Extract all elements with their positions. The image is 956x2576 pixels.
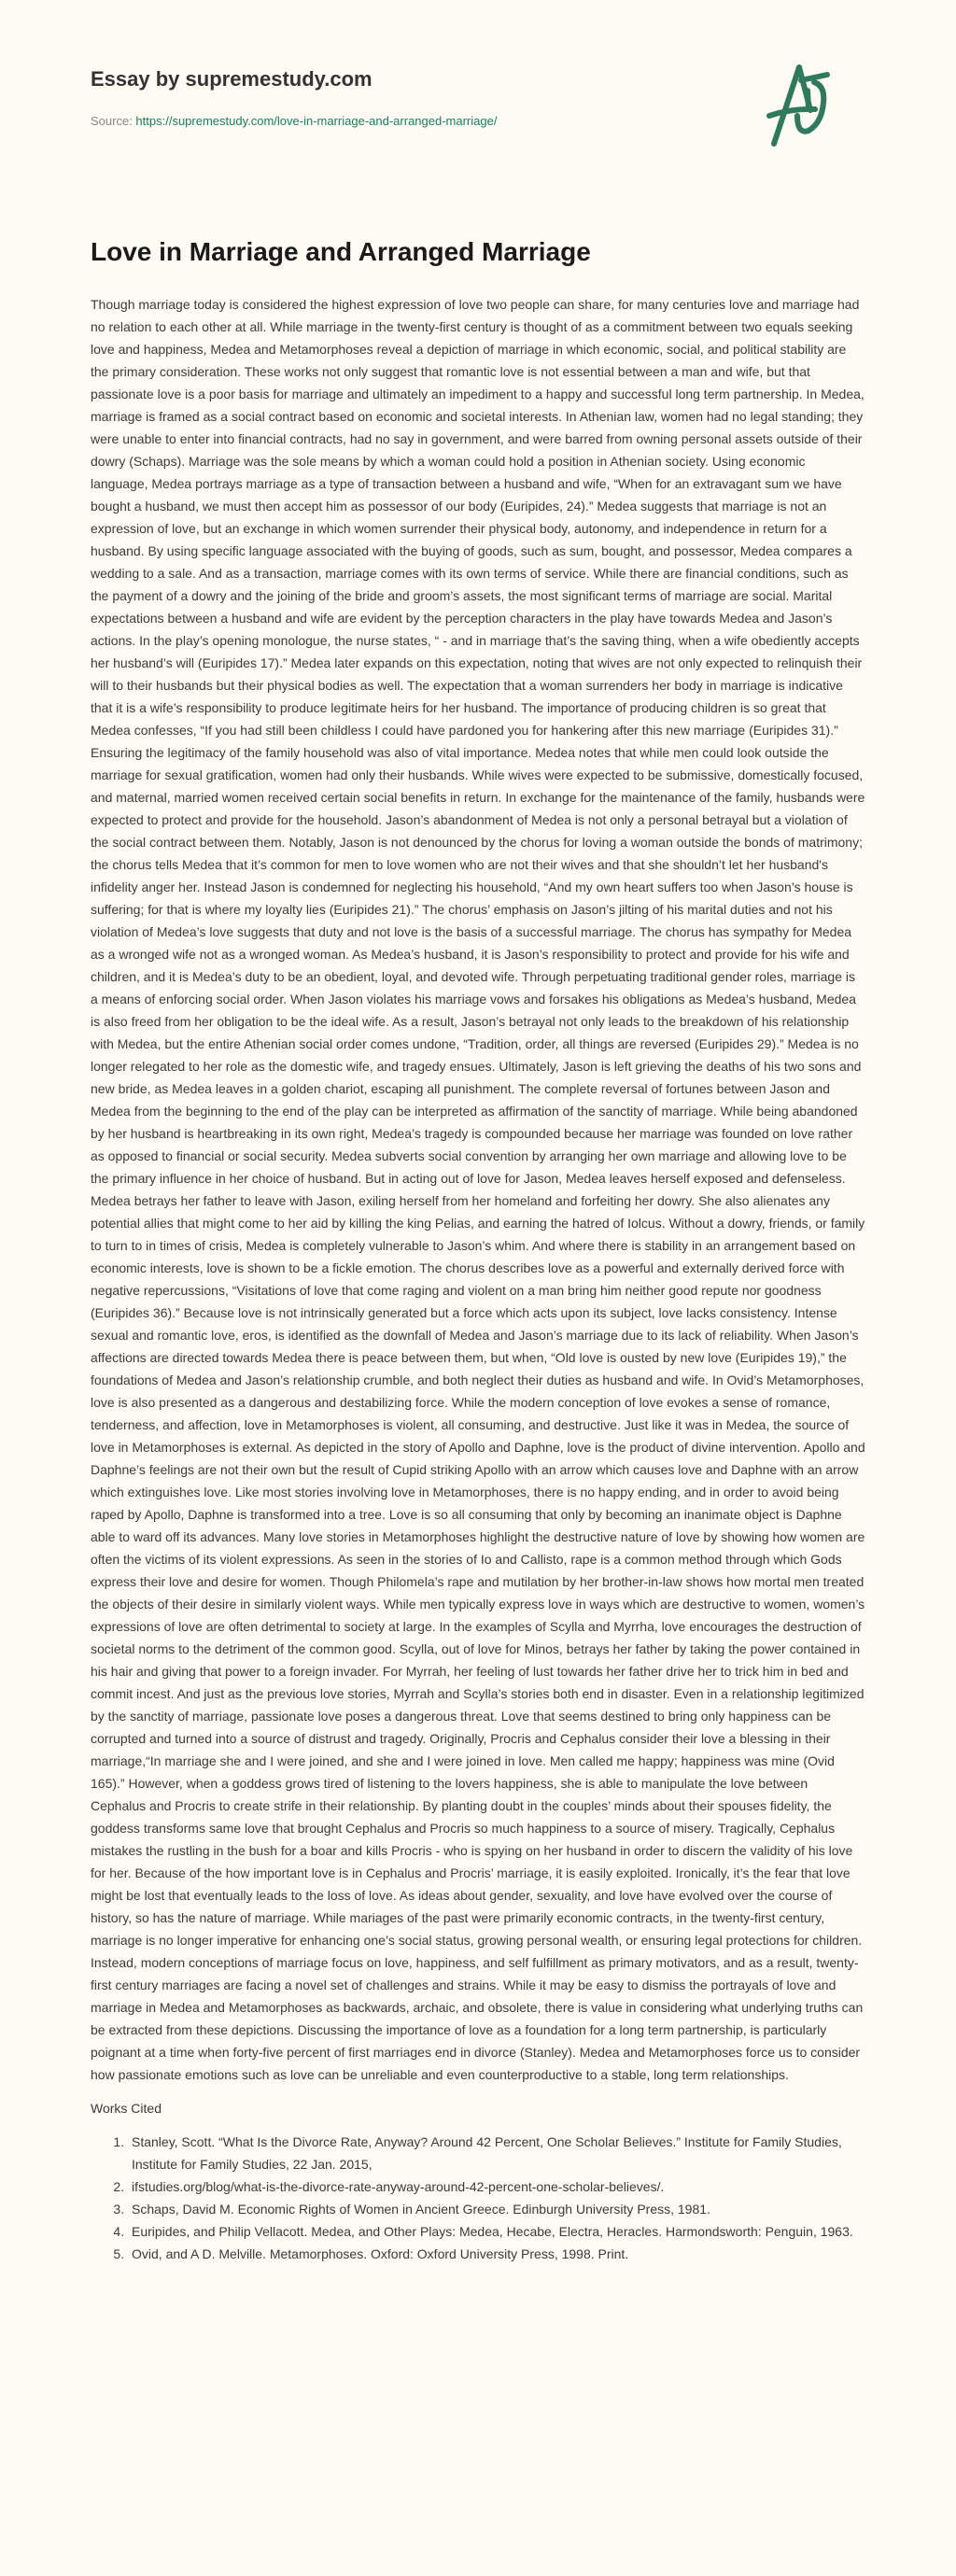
citation-item: 5. Ovid, and A D. Melville. Metamorphoses. Oxford: Oxford University Press, 1998. Print. [128, 2243, 865, 2265]
citation-item: 1. Stanley, Scott. “What Is the Divorce Rate, Anyway? Around 42 Percent, One Scholar Believes.” Institute for Family Studies, Institute for Family Studies, 22 Jan. 2015, [128, 2131, 865, 2175]
source-label: Source: [91, 114, 136, 128]
essay-content [91, 235, 865, 2265]
page-header [0, 0, 956, 205]
site-title: Essay by supremestudy.com [91, 67, 373, 91]
citation-item: 2. ifstudies.org/blog/what-is-the-divorce-rate-anyway-around-42-percent-one-scholar-believes/. [128, 2175, 865, 2198]
source-line [91, 114, 497, 128]
essay-title: Love in Marriage and Arranged Marriage [91, 237, 591, 266]
essay-body: Though marriage today is considered the highest expression of love two people can share, for many centuries love and marriage had no relation to each other at all. While marriage in the twenty-first century is thought of as a commitment between two equals seeking love and happiness, Medea and Metamorphoses reveal a depiction of marriage in which economic, social, and political stability are the primary consideration. These works not only suggest that romantic love is not essential between a man and wife, but that passionate love is a poor basis for marriage and ultimately an impediment to a happy and successful long term partnership. In Medea, marriage is framed as a social contract based on economic and societal interests. In Athenian law, women had no legal standing; they were unable to enter into financial contracts, had no say in government, and were barred from owning personal assets outside of their dowry (Schaps). Marriage was the sole means by which a woman could hold a position in Athenian society. Using economic language, Medea portrays marriage as a type of transaction between a husband and wife, “When for an extravagant sum we have bought a husband, we must then accept him as possessor of our body (Euripides, 24).” Medea suggests that marriage is not an expression of love, but an exchange in which women surrender their physical body, autonomy, and independence in return for a husband. By using specific language associated with the buying of goods, such as sum, bought, and possessor, Medea compares a wedding to a sale. And as a transaction, marriage comes with its own terms of service. While there are financial conditions, such as the payment of a dowry and the joining of the bride and groom’s assets, the most significant terms of marriage are social. Marital expectations between a husband and wife are evident by the perception characters in the play have towards Medea and Jason’s actions. In the play’s opening monologue, the nurse states, “ - and in marriage that’s the saving thing, when a wife obediently accepts her husband’s will (Euripides 17).” Medea later expands on this expectation, noting that wives are not only expected to relinquish their will to their husbands but their physical bodies as well. The expectation that a woman surrenders her body in marriage is indicative that it is a wife’s responsibility to produce legitimate heirs for her husband. The importance of producing children is so great that Medea confesses, “If you had still been childless I could have pardoned you for hankering after this new marriage (Euripides 31).” Ensuring the legitimacy of the family household was also of vital importance. Medea notes that while men could look outside the marriage for sexual gratification, women had only their husbands. While wives were expected to be submissive, domestically focused, and maternal, married women received certain social benefits in return. In exchange for the maintenance of the family, husbands were expected to protect and provide for the household. Jason’s abandonment of Medea is not only a personal betrayal but a violation of the social contract between them. Notably, Jason is not denounced by the chorus for loving a woman outside the bonds of matrimony; the chorus tells Medea that it’s common for men to love women who are not their wives and that she shouldn’t let her husband's infidelity anger her. Instead Jason is condemned for neglecting his household, “And my own heart suffers too when Jason’s house is suffering; for that is where my loyalty lies (Euripides 21).” The chorus’ emphasis on Jason’s jilting of his marital duties and not his violation of Medea’s love suggests that duty and not love is the basis of a successful marriage. The chorus has sympathy for Medea as a wronged wife not as a wronged woman. As Medea’s husband, it is Jason’s responsibility to protect and provide for his wife and children, and it is Medea’s duty to be an obedient, loyal, and devoted wife. Through perpetuating traditional gender roles, marriage is a means of enforcing social order. When Jason violates his marriage vows and forsakes his obligations as Medea’s husband, Medea is also freed from her obligation to be the ideal wife. As a result, Jason’s betrayal not only leads to the breakdown of his relationship with Medea, but the entire Athenian social order comes undone, “Tradition, order, all things are reversed (Euripides 29).” Medea is no longer relegated to her role as the domestic wife, and tragedy ensues. Ultimately, Jason is left grieving the deaths of his two sons and new bride, as Medea leaves in a golden chariot, escaping all punishment. The complete reversal of fortunes between Jason and Medea from the beginning to the end of the play can be interpreted as affirmation of the sanctity of marriage. While being abandoned by her husband is heartbreaking in its own right, Medea’s tragedy is compounded because her marriage was founded on love rather as opposed to financial or social security. Medea subverts social convention by arranging her own marriage and allowing love to be the primary influence in her choice of husband. But in acting out of love for Jason, Medea leaves herself exposed and defenseless. Medea betrays her father to leave with Jason, exiling herself from her homeland and forfeiting her dowry. She also alienates any potential allies that might come to her aid by killing the king Pelias, and earning the hatred of Iolcus. Without a dowry, friends, or family to turn to in times of crisis, Medea is completely vulnerable to Jason’s whim. And where there is stability in an arrangement based on economic interests, love is shown to be a fickle emotion. The chorus describes love as a powerful and externally derived force with negative repercussions, “Visitations of love that come raging and violent on a man bring him neither good repute nor goodness (Euripides 36).” Because love is not intrinsically generated but a force which acts upon its subject, love lacks consistency. Intense sexual and romantic love, eros, is identified as the downfall of Medea and Jason’s marriage due to its lack of reliability. When Jason’s affections are directed towards Medea there is peace between them, but when, “Old love is ousted by new love (Euripides 19),” the foundations of Medea and Jason’s relationship crumble, and both neglect their duties as husband and wife. In Ovid’s Metamorphoses, love is also presented as a dangerous and destabilizing force. While the modern conception of love evokes a sense of romance, tenderness, and affection, love in Metamorphoses is violent, all consuming, and destructive. Just like it was in Medea, the source of love in Metamorphoses is external. As depicted in the story of Apollo and Daphne, love is the product of divine intervention. Apollo and Daphne’s feelings are not their own but the result of Cupid striking Apollo with an arrow which causes love and Daphne with an arrow which extinguishes love. Like most stories involving love in Metamorphoses, there is no happy ending, and in order to avoid being raped by Apollo, Daphne is transformed into a tree. Love is so all consuming that only by becoming an inanimate object is Daphne able to ward off its advances. Many love stories in Metamorphoses highlight the destructive nature of love by showing how women are often the victims of its violent expressions. As seen in the stories of Io and Callisto, rape is a common method through which Gods express their love and desire for women. Though Philomela’s rape and mutilation by her brother-in-law shows how mortal men treated the objects of their desire in similarly violent ways. While men typically express love in ways which are destructive to women, women’s expressions of love are often detrimental to society at large. In the examples of Scylla and Myrrha, love encourages the destruction of societal norms to the detriment of the common good. Scylla, out of love for Minos, betrays her father by taking the power contained in his hair and giving that power to a foreign invader. For Myrrah, her feeling of lust towards her father drive her to trick him in bed and commit incest. And just as the previous love stories, Myrrah and Scylla’s stories both end in disaster. Even in a relationship legitimized by the sanctity of marriage, passionate love poses a dangerous threat. Love that seems destined to bring only happiness can be corrupted and turned into a source of distrust and tragedy. Originally, Procris and Cephalus consider their love a blessing in their marriage,“In marriage she and I were joined, and she and I were joined in love. Men called me happy; happiness was mine (Ovid 165).” However, when a goddess grows tired of listening to the lovers happiness, she is able to manipulate the love between Cephalus and Procris to create strife in their relationship. By planting doubt in the couples’ minds about their spouses fidelity, the goddess transforms same love that brought Cephalus and Procris so much happiness to a source of misery. Tragically, Cephalus mistakes the rustling in the bush for a boar and kills Procris - who is spying on her husband in order to discern the validity of his love for her. Because of the how important love is in Cephalus and Procris’ marriage, it is easily exploited. Ironically, it’s the fear that love might be lost that eventually leads to the loss of love. As ideas about gender, sexuality, and love have evolved over the course of history, so has the nature of marriage. While mariages of the past were primarily economic contracts, in the twenty-first century, marriage is no longer imperative for enhancing one’s social status, growing personal wealth, or ensuring legal protections for children. Instead, modern conceptions of marriage focus on love, happiness, and self fulfillment as primary motivators, and as a result, twenty-first century marriages are facing a novel set of challenges and strains. While it may be easy to dismiss the portrayals of love and marriage in Medea and Metamorphoses as backwards, archaic, and obsolete, there is value in considering what underlying truths can be extracted from these depictions. Discussing the importance of love as a foundation for a long term partnership, is particularly poignant at a time when forty-five percent of first marriages end in divorce (Stanley). Medea and Metamorphoses force us to consider how passionate emotions such as love can be unreliable and even counterproductive to a stable, long term relationships. [91, 297, 865, 2082]
works-cited-heading: Works Cited [91, 2101, 162, 2116]
citation-list [91, 2131, 865, 2265]
citation-item: 4. Euripides, and Philip Vellacott. Medea, and Other Plays: Medea, Hecabe, Electra, Heracles. Harmondsworth: Penguin, 1963. [128, 2220, 865, 2243]
source-link[interactable]: https://supremestudy.com/love-in-marriage-and-arranged-marriage/ [135, 114, 498, 128]
citation-item: 3. Schaps, David M. Economic Rights of Women in Ancient Greece. Edinburgh University Press, 1981. [128, 2198, 865, 2220]
a-plus-icon [766, 58, 840, 151]
